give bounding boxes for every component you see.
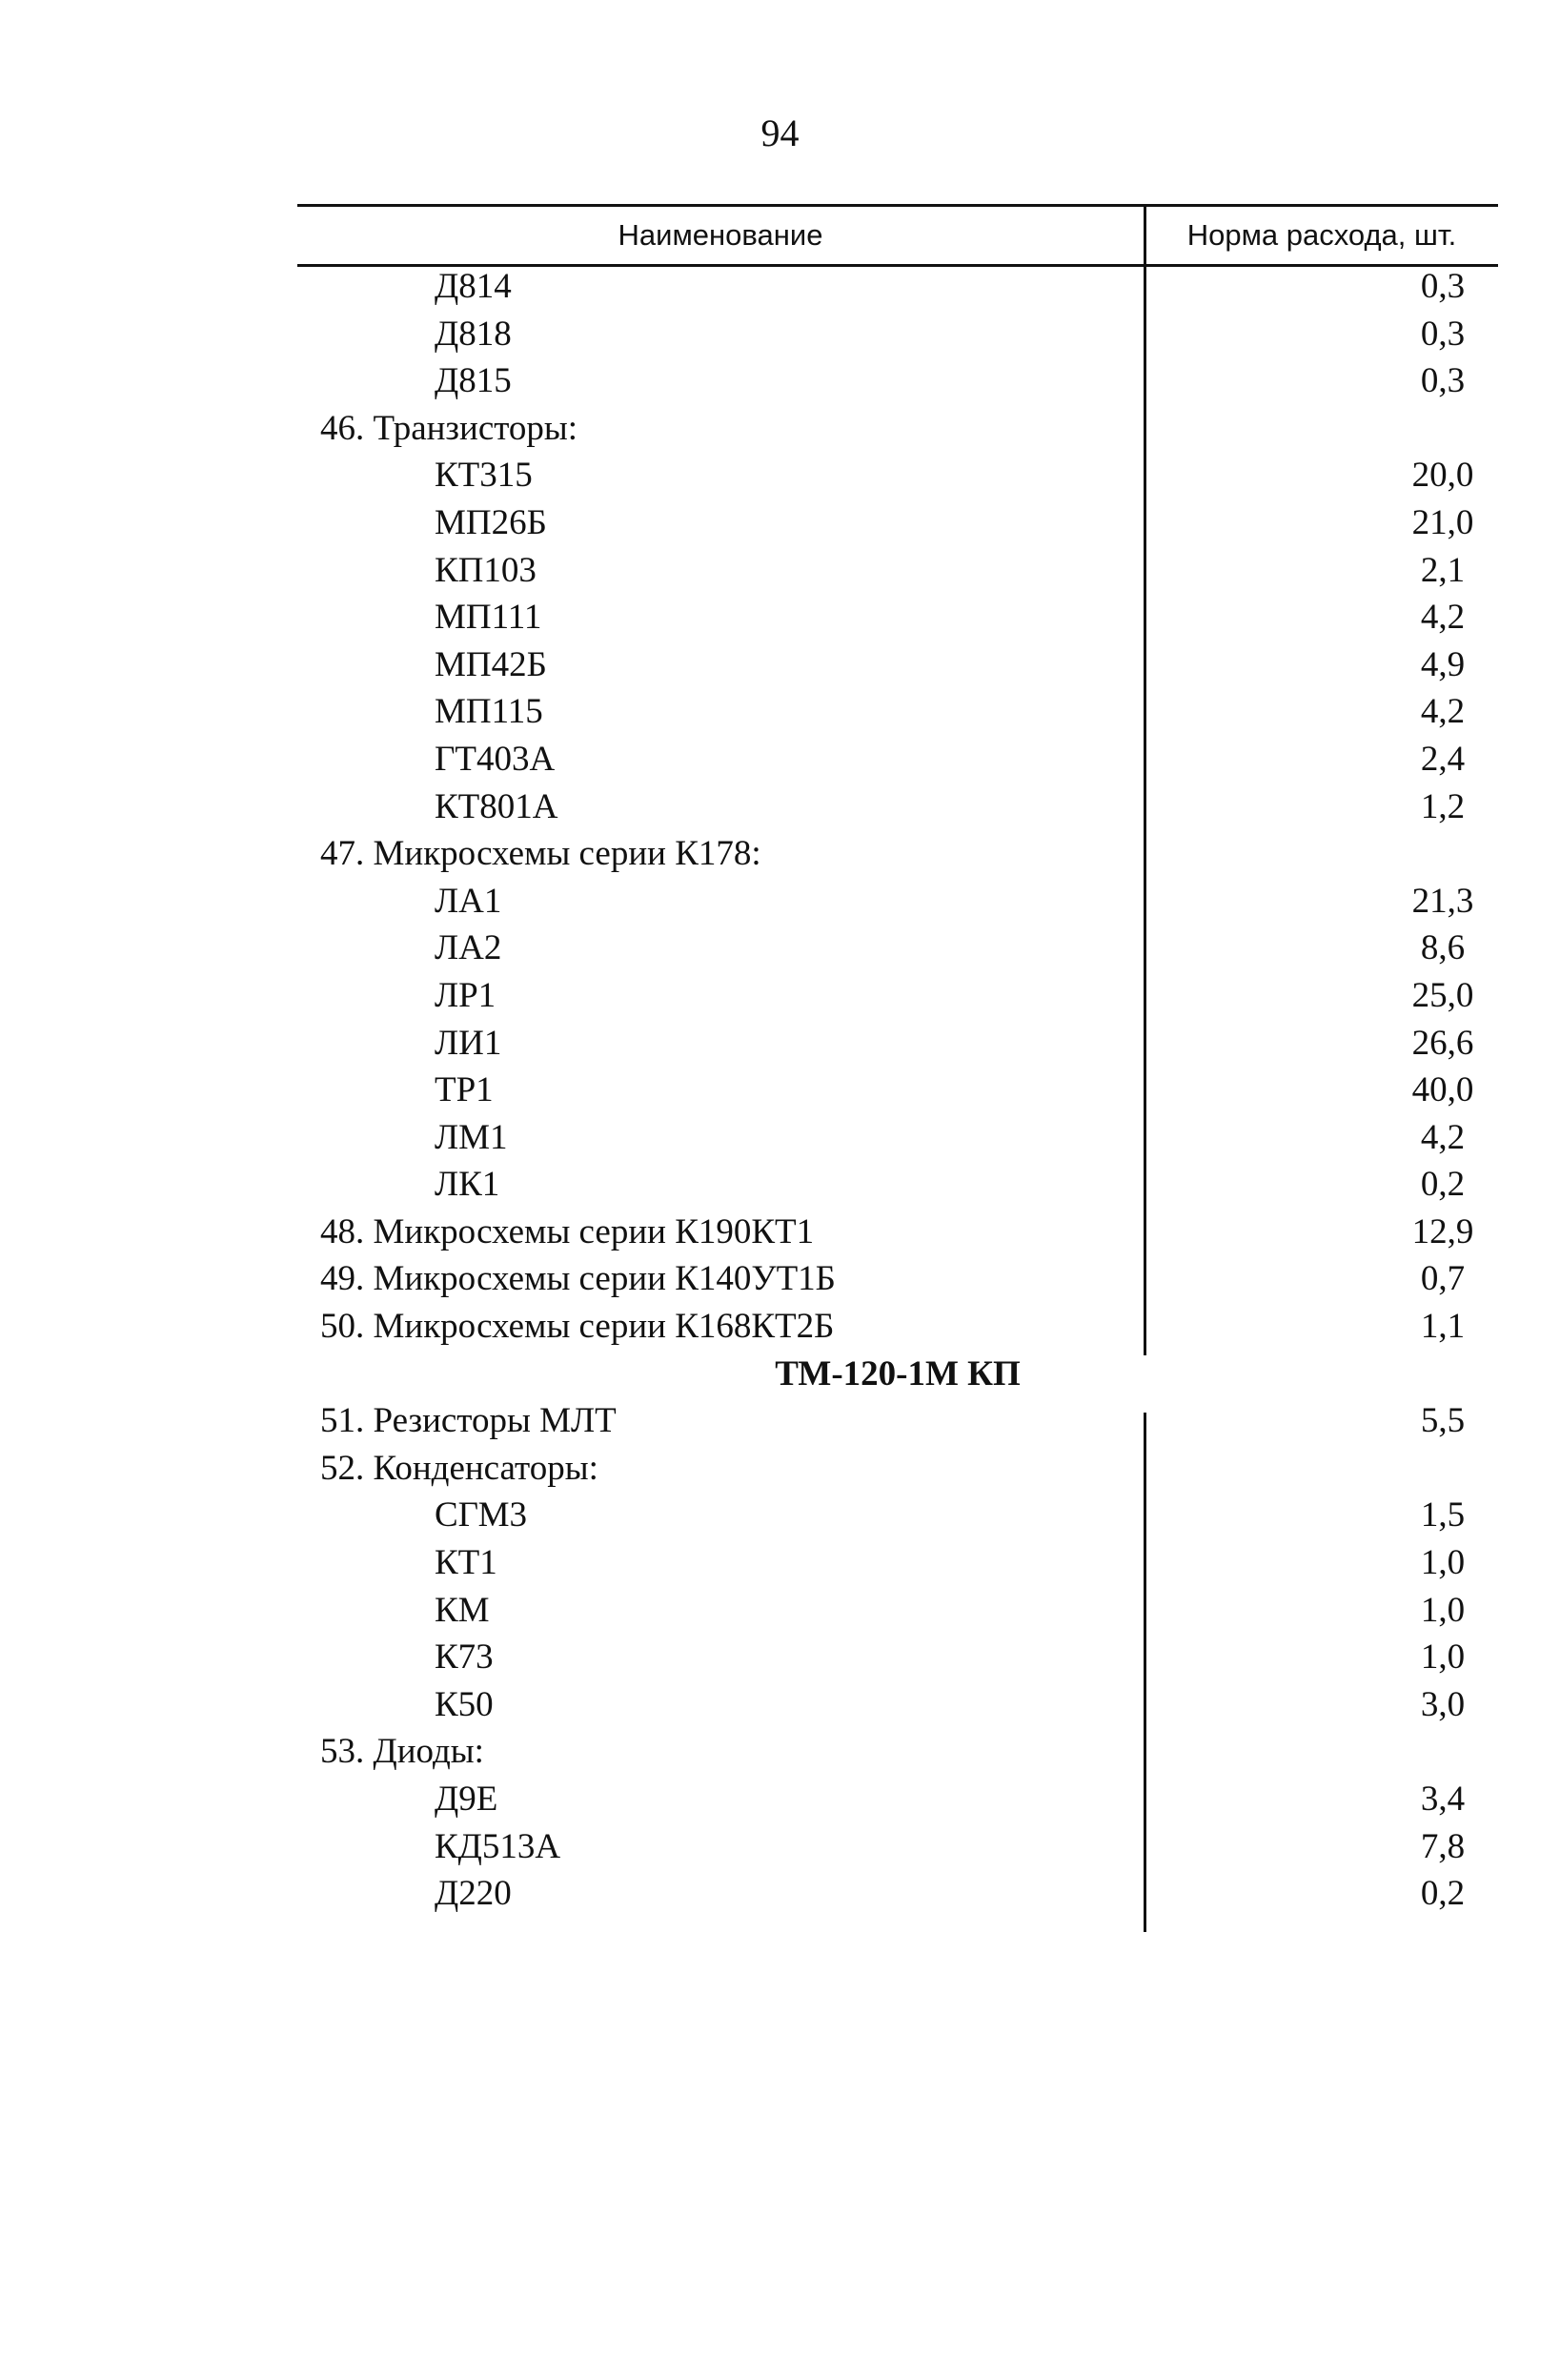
- item-name: Д818: [435, 314, 512, 354]
- item-norm-value: 26,6: [1411, 1023, 1474, 1063]
- item-norm-value: 0,3: [1420, 267, 1466, 306]
- item-norm-value: 40,0: [1411, 1070, 1474, 1110]
- table-row: [297, 1634, 1498, 1681]
- table-row: [297, 783, 1498, 831]
- table-row: [297, 1539, 1498, 1587]
- item-name: 47. Микросхемы серии К178:: [320, 834, 761, 874]
- table-body: [297, 263, 1498, 1918]
- table-row: [297, 311, 1498, 358]
- table-row: [297, 357, 1498, 405]
- item-name: ЛА1: [435, 881, 502, 921]
- table-row: [297, 1728, 1498, 1776]
- item-norm-value: 25,0: [1411, 975, 1474, 1015]
- table-row: [297, 830, 1498, 878]
- item-name: 53. Диоды:: [320, 1732, 484, 1772]
- table-row: [297, 1587, 1498, 1635]
- item-name: КП103: [435, 550, 537, 590]
- item-norm-value: 0,7: [1420, 1259, 1466, 1299]
- item-name: КТ315: [435, 456, 533, 496]
- item-name: Д814: [435, 267, 512, 306]
- table-row: [297, 1397, 1498, 1445]
- item-name: 48. Микросхемы серии К190КТ1: [320, 1211, 815, 1251]
- table-row: [297, 1209, 1498, 1256]
- table-row: [297, 594, 1498, 641]
- item-norm-value: 1,2: [1420, 786, 1466, 826]
- table-row: [297, 1067, 1498, 1114]
- item-name: Д9Е: [435, 1780, 498, 1819]
- item-norm-value: 0,2: [1420, 1874, 1466, 1914]
- item-name: КТ801А: [435, 786, 558, 826]
- table-row: [297, 1303, 1498, 1351]
- item-norm-value: 4,9: [1420, 644, 1466, 684]
- item-name: 46. Транзисторы:: [320, 408, 578, 448]
- item-name: ЛА2: [435, 928, 502, 968]
- item-name: 49. Микросхемы серии К140УТ1Б: [320, 1259, 836, 1299]
- table-row: [297, 925, 1498, 972]
- item-norm-value: 2,4: [1420, 739, 1466, 779]
- column-header-norm: Норма расхода, шт.: [1186, 218, 1457, 252]
- table-row: [297, 1445, 1498, 1493]
- item-norm-value: 20,0: [1411, 456, 1474, 496]
- item-name: 52. Конденсаторы:: [320, 1448, 598, 1488]
- item-norm-value: 4,2: [1420, 692, 1466, 732]
- item-name: К73: [435, 1638, 494, 1678]
- item-name: 51. Резисторы МЛТ: [320, 1401, 617, 1441]
- item-norm-value: 4,2: [1420, 598, 1466, 638]
- item-norm-value: 8,6: [1420, 928, 1466, 968]
- table-row: [297, 263, 1498, 311]
- section-heading-row: [297, 1351, 1498, 1398]
- section-heading: ТМ-120-1М КП: [775, 1353, 1021, 1393]
- item-norm-value: 1,1: [1420, 1307, 1466, 1347]
- table-row: [297, 452, 1498, 499]
- item-name: МП26Б: [435, 502, 547, 542]
- item-name: ЛР1: [435, 975, 496, 1015]
- table-row: [297, 1114, 1498, 1162]
- item-norm-value: 0,3: [1420, 314, 1466, 354]
- table-header: [297, 204, 1498, 267]
- table-row: [297, 641, 1498, 689]
- item-name: 50. Микросхемы серии К168КТ2Б: [320, 1307, 835, 1347]
- item-name: КТ1: [435, 1543, 497, 1583]
- item-name: ТР1: [435, 1070, 494, 1110]
- item-norm-value: 7,8: [1420, 1826, 1466, 1866]
- item-norm-value: 0,2: [1420, 1165, 1466, 1205]
- item-name: ЛИ1: [435, 1023, 502, 1063]
- item-norm-value: 5,5: [1420, 1401, 1466, 1441]
- table-row: [297, 1020, 1498, 1068]
- item-name: Д220: [435, 1874, 512, 1914]
- item-norm-value: 3,0: [1420, 1684, 1466, 1724]
- table-row: [297, 499, 1498, 547]
- table-row: [297, 1823, 1498, 1871]
- table-row: [297, 878, 1498, 926]
- item-norm-value: 2,1: [1420, 550, 1466, 590]
- item-name: Д815: [435, 361, 512, 401]
- table-row: [297, 1681, 1498, 1729]
- table-row: [297, 1255, 1498, 1303]
- item-name: КМ: [435, 1590, 490, 1630]
- item-norm-value: 4,2: [1420, 1117, 1466, 1157]
- table-row: [297, 972, 1498, 1020]
- item-norm-value: 1,0: [1420, 1543, 1466, 1583]
- item-norm-value: 21,0: [1411, 502, 1474, 542]
- item-norm-value: 0,3: [1420, 361, 1466, 401]
- table-row: [297, 547, 1498, 595]
- item-norm-value: 1,5: [1420, 1495, 1466, 1536]
- item-norm-value: 1,0: [1420, 1638, 1466, 1678]
- item-norm-value: 1,0: [1420, 1590, 1466, 1630]
- table-row: [297, 405, 1498, 453]
- table-row: [297, 688, 1498, 736]
- item-norm-value: 21,3: [1411, 881, 1474, 921]
- column-header-name: Наименование: [618, 218, 823, 252]
- item-name: ЛМ1: [435, 1117, 508, 1157]
- item-name: МП42Б: [435, 644, 547, 684]
- item-norm-value: 3,4: [1420, 1780, 1466, 1819]
- table-row: [297, 1161, 1498, 1209]
- table-row: [297, 1492, 1498, 1539]
- table-row: [297, 736, 1498, 783]
- item-norm-value: 12,9: [1411, 1211, 1474, 1251]
- item-name: КД513А: [435, 1826, 561, 1866]
- item-name: МП111: [435, 598, 542, 638]
- item-name: ГТ403А: [435, 739, 556, 779]
- item-name: СГМ3: [435, 1495, 527, 1536]
- page-number: 94: [760, 112, 800, 154]
- table-row: [297, 1776, 1498, 1823]
- item-name: К50: [435, 1684, 494, 1724]
- table-row: [297, 1870, 1498, 1918]
- item-name: ЛК1: [435, 1165, 500, 1205]
- item-name: МП115: [435, 692, 543, 732]
